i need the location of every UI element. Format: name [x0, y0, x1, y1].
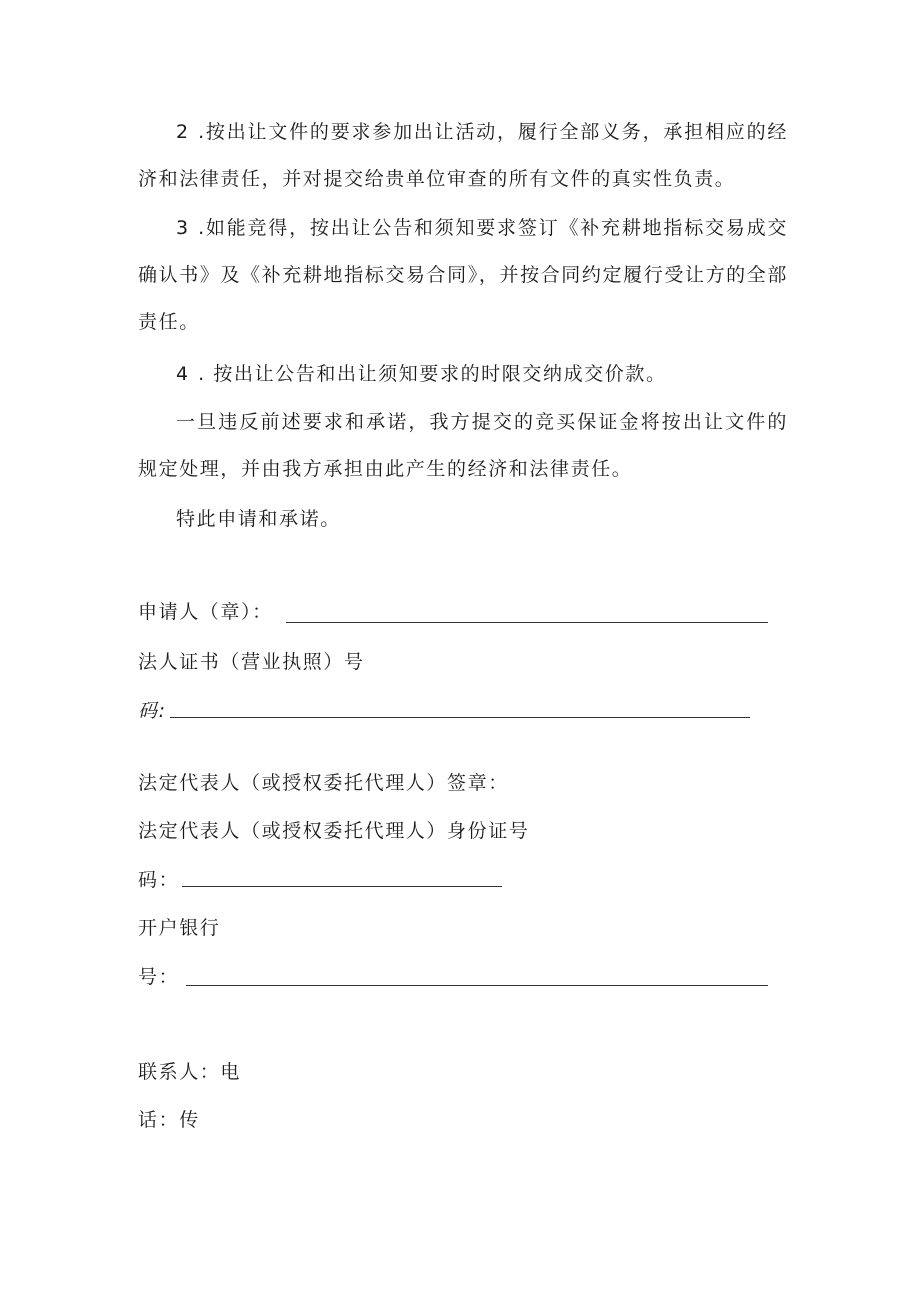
commitment-item-4 — [138, 351, 788, 398]
item-number: 4 — [176, 363, 189, 385]
rep-signature-label: 法定代表人（或授权委托代理人）签章： — [138, 772, 509, 794]
account-label: 号： — [138, 966, 180, 988]
violation-paragraph: 一旦违反前述要求和承诺，我方提交的竞买保证金将按出让文件的规定处理，并由我方承担由此产生的经济和法律责任。 — [138, 411, 788, 480]
rep-id-label: 法定代表人（或授权委托代理人）身份证号 — [138, 820, 530, 842]
item-text: . 按出让公告和出让须知要求的时限交纳成交价款。 — [198, 363, 667, 385]
rep-id-code-label: 码： — [138, 869, 180, 891]
account-number-line[interactable] — [186, 985, 768, 986]
item-number: 3 — [176, 217, 189, 239]
commitment-item-3 — [138, 205, 788, 346]
phone-label: 话：传 — [138, 1109, 200, 1131]
item-text: .按出让文件的要求参加出让活动，履行全部义务，承担相应的经济和法律责任，并对提交给贵单位审查的所有文件的真实性负责。 — [138, 121, 788, 190]
closing-statement: 特此申请和承诺。 — [176, 508, 341, 530]
applicant-label: 申请人（章）： — [138, 601, 273, 623]
applicant-signature-line[interactable] — [286, 622, 768, 623]
rep-id-number-line[interactable] — [182, 886, 502, 887]
license-label: 法人证书（营业执照）号 — [138, 651, 365, 673]
item-text: .如能竞得，按出让公告和须知要求签订《补充耕地指标交易成交确认书》及《补充耕地指标交易合同》，并按合同约定履行受让方的全部责任。 — [138, 217, 788, 333]
license-code-label: 码: — [138, 700, 167, 722]
commitment-item-2 — [138, 109, 788, 203]
bank-label: 开户银行 — [138, 917, 221, 939]
contact-label: 联系人：电 — [138, 1061, 242, 1083]
license-number-line[interactable] — [170, 717, 750, 718]
item-number: 2 — [176, 121, 189, 143]
